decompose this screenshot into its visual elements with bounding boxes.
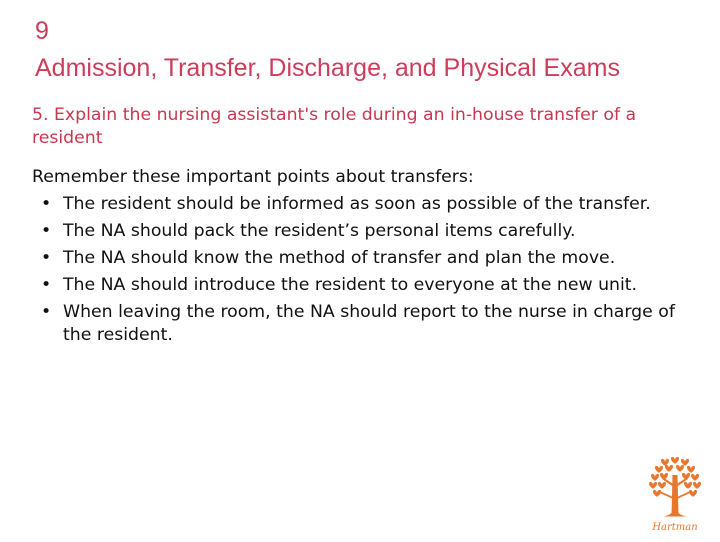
list-item (34, 193, 684, 216)
chapter-title: Admission, Transfer, Discharge, and Physical Exams (35, 54, 620, 82)
list-item-text: The NA should know the method of transfer and plan the move. (63, 248, 616, 268)
list-item-text: When leaving the room, the NA should report to the nurse in charge of the resident. (63, 302, 675, 345)
bullet-icon: • (41, 221, 52, 241)
list-item (34, 301, 684, 347)
bullet-icon: • (41, 302, 52, 322)
list-item (34, 220, 684, 243)
bullet-icon: • (41, 275, 52, 295)
heart-tree-icon (643, 457, 707, 537)
list-item (34, 274, 684, 297)
bullet-list (34, 193, 684, 351)
list-item-text: The NA should introduce the resident to everyone at the new unit. (63, 275, 638, 295)
intro-text: Remember these important points about transfers: (32, 167, 474, 187)
bullet-icon: • (41, 194, 52, 214)
bullet-icon: • (41, 248, 52, 268)
hartman-logo (643, 457, 707, 537)
chapter-number: 9 (35, 17, 49, 45)
list-item (34, 247, 684, 270)
list-item-text: The NA should pack the resident’s personal items carefully. (63, 221, 576, 241)
logo-wordmark: Hartman (652, 522, 698, 533)
question-heading: 5. Explain the nursing assistant's role during an in-house transfer of a resident (32, 105, 637, 148)
list-item-text: The resident should be informed as soon as possible of the transfer. (63, 194, 651, 214)
